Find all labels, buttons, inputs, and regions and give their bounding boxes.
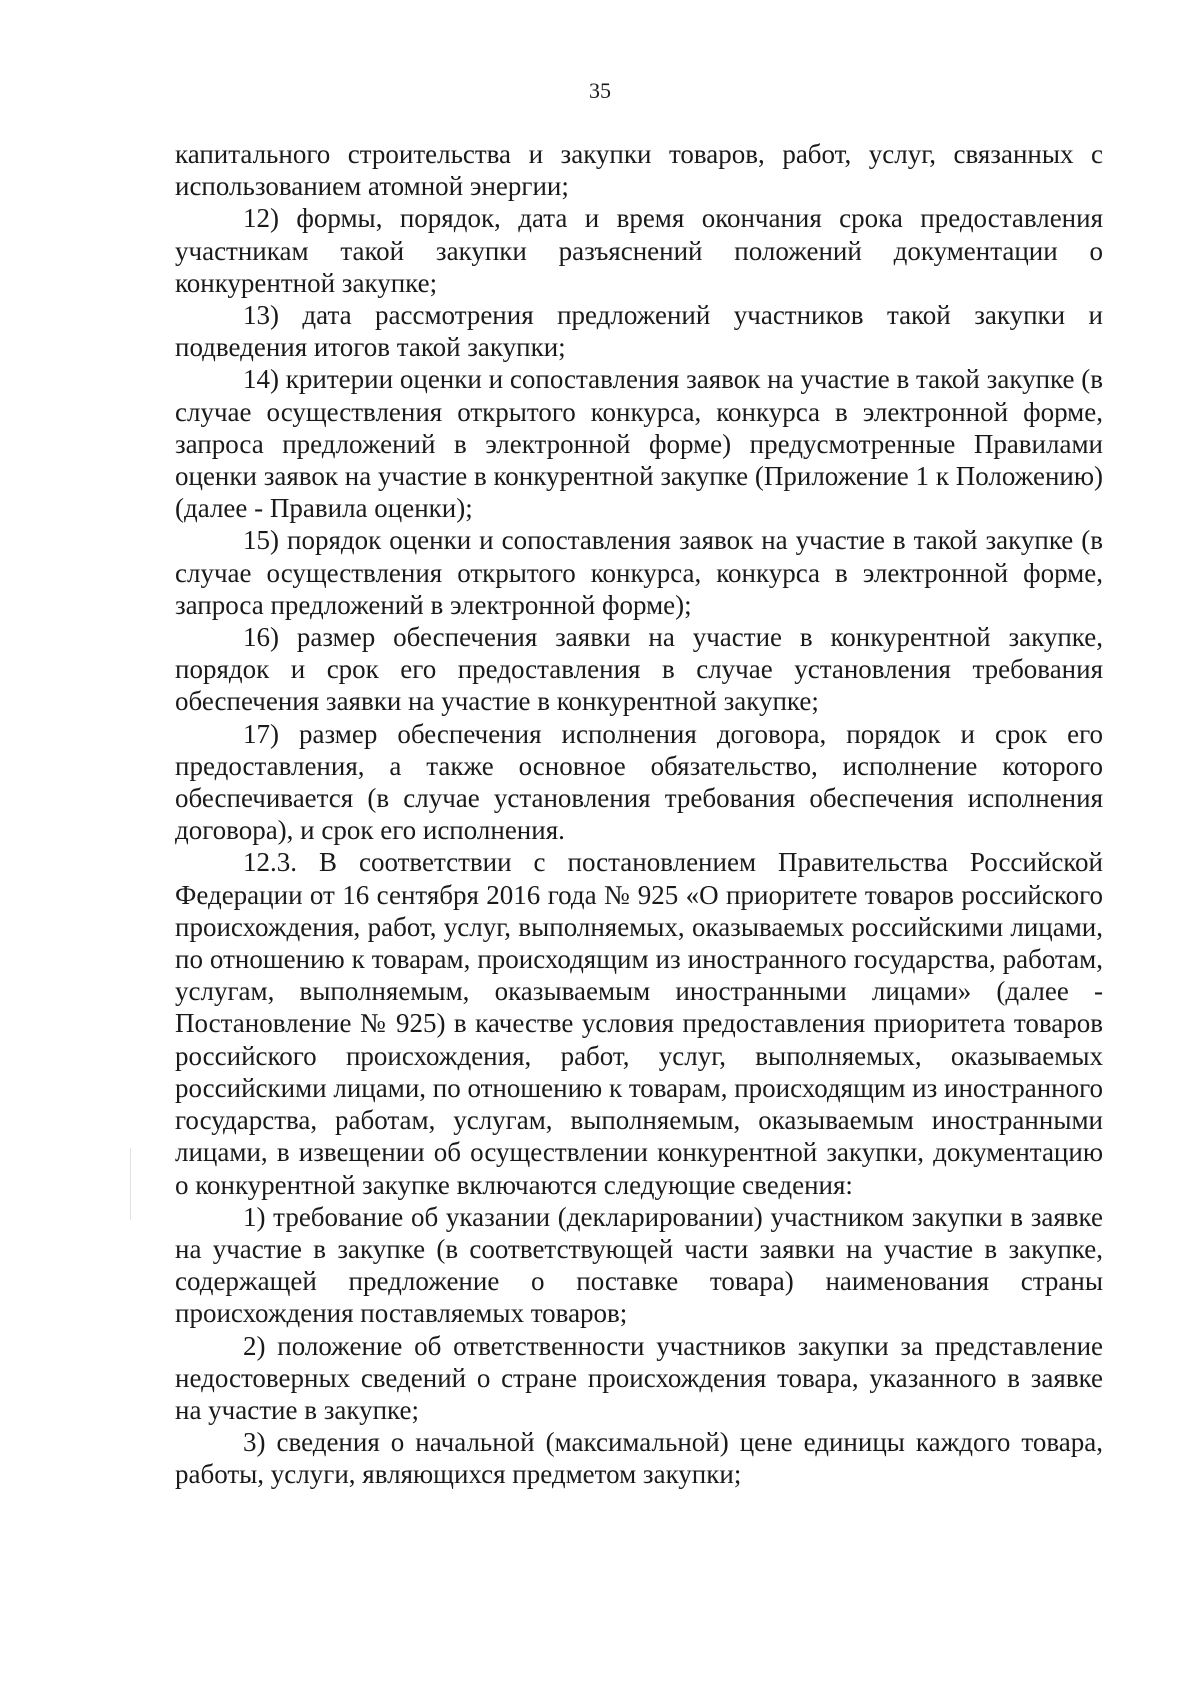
page-body bbox=[175, 138, 1103, 1491]
paragraph-continuation: капитального строительства и закупки товаров, работ, услуг, связанных с использованием атомной энергии; bbox=[175, 139, 1103, 202]
list-item-15: 15) порядок оценки и сопоставления заявок на участие в такой закупке (в случае осуществления открытого конкурса, конкурса в электронной форме, запроса предложений в электронной форме); bbox=[175, 525, 1103, 620]
list-item-16: 16) размер обеспечения заявки на участие в конкурентной закупке, порядок и срок его предоставления в случае установления требования обеспечения заявки на участие в конкурентной закупке; bbox=[175, 622, 1103, 717]
scan-margin-mark bbox=[130, 1148, 131, 1220]
list-item-13: 13) дата рассмотрения предложений участников такой закупки и подведения итогов такой закупки; bbox=[175, 300, 1103, 363]
list-item-17: 17) размер обеспечения исполнения договора, порядок и срок его предоставления, а также основное обязательство, исполнение которого обеспечивается (в случае установления требования обеспечения исполнения договора), и срок его исполнения. bbox=[175, 718, 1103, 846]
list-item-3: 3) сведения о начальной (максимальной) цене единицы каждого товара, работы, услуги, являющихся предметом закупки; bbox=[175, 1427, 1103, 1490]
page-number: 35 bbox=[589, 78, 611, 103]
list-item-12: 12) формы, порядок, дата и время окончания срока предоставления участникам такой закупки разъяснений положений документации о конкурентной закупке; bbox=[175, 203, 1103, 298]
section-12-3: 12.3. В соответствии с постановлением Правительства Российской Федерации от 16 сентября 2016 года № 925 «О приоритете товаров российского происхождения, работ, услуг, выполняемых, оказываемых российскими лицами, по отношению к товарам, происходящим из иностранного государства, работам, услугам, выполняемым, оказываемым иностранными лицами» (далее - Постановление № 925) в качестве условия предоставления приоритета товаров российского происхождения, работ, услуг, выполняемых, оказываемых российскими лицами, по отношению к товарам, происходящим из иностранного государства, работам, услугам, выполняемым, оказываемым иностранными лицами, в извещении об осуществлении конкурентной закупки, документацию о конкурентной закупке включаются следующие сведения: bbox=[175, 847, 1103, 1200]
list-item-1: 1) требование об указании (декларировании) участником закупки в заявке на участие в закупке (в соответствующей части заявки на участие в закупке, содержащей предложение о поставке товара) наименования страны происхождения поставляемых товаров; bbox=[175, 1201, 1103, 1329]
list-item-2: 2) положение об ответственности участников закупки за представление недостоверных сведений о стране происхождения товара, указанного в заявке на участие в закупке; bbox=[175, 1330, 1103, 1425]
list-item-14: 14) критерии оценки и сопоставления заявок на участие в такой закупке (в случае осуществления открытого конкурса, конкурса в электронной форме, запроса предложений в электронной форме) предусмотренные Правилами оценки заявок на участие в конкурентной закупке (Приложение 1 к Положению) (далее - Правила оценки); bbox=[175, 364, 1103, 524]
